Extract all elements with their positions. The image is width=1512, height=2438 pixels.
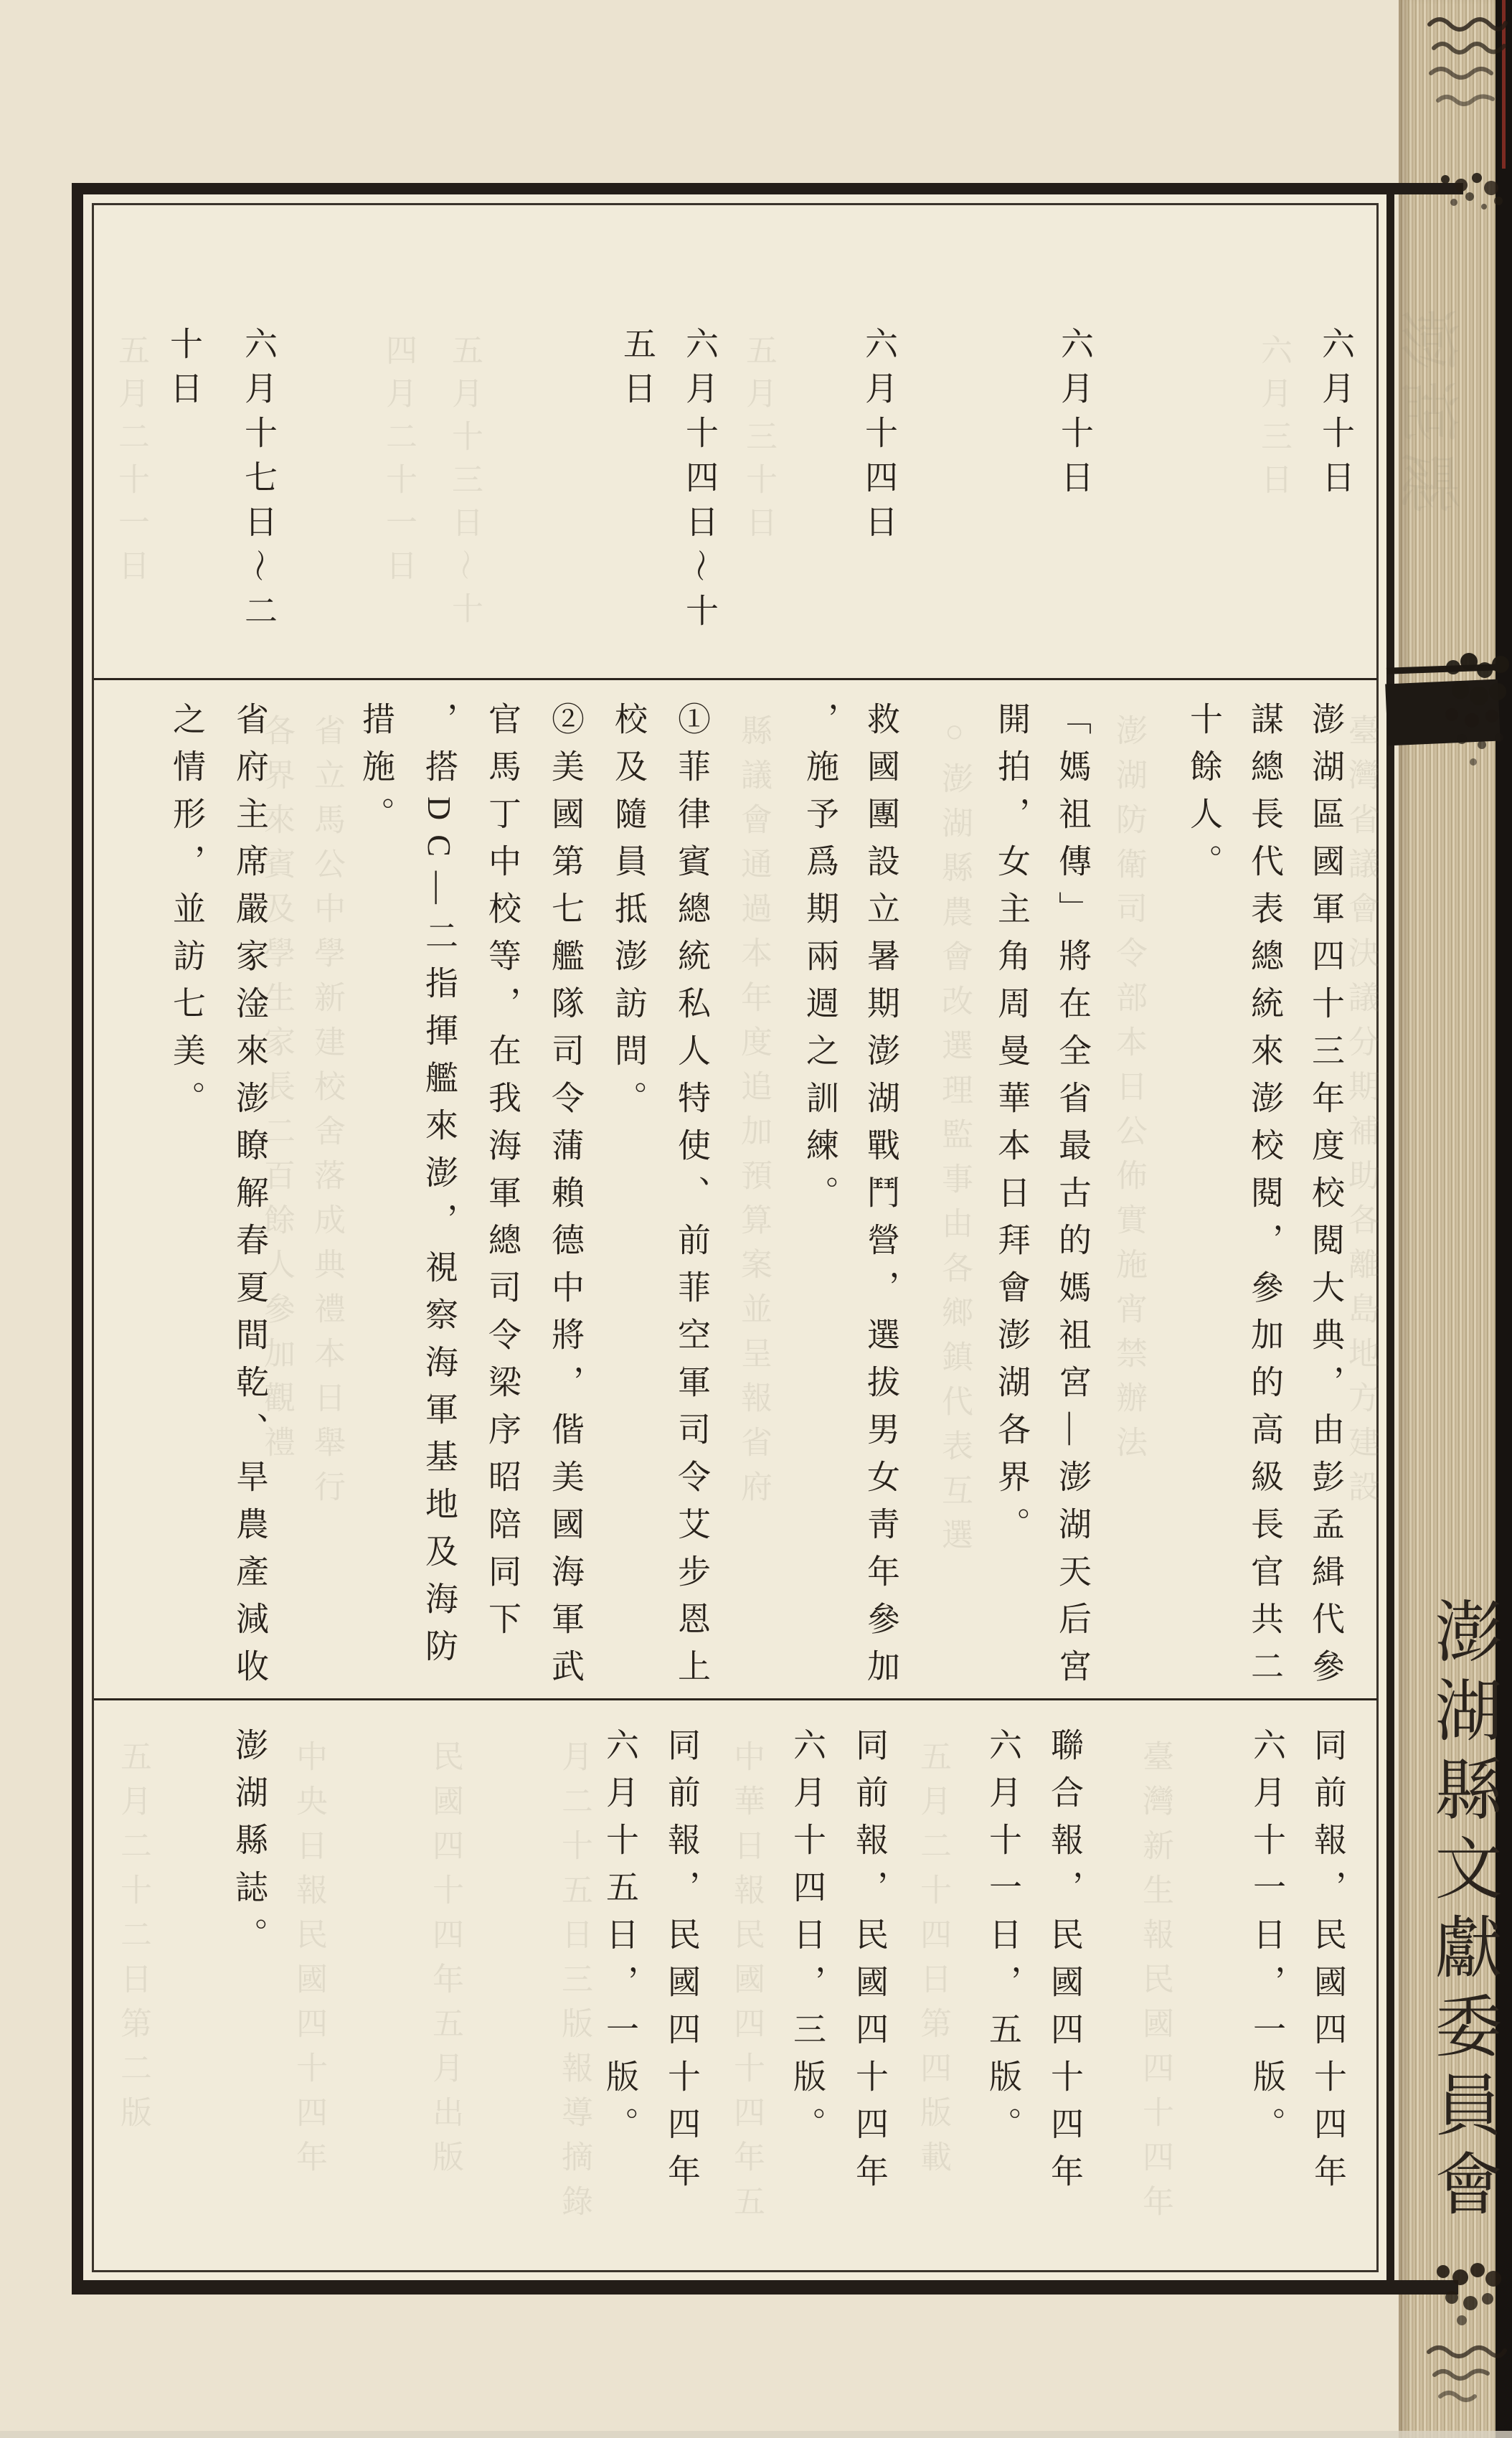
date-column-entry-5: 十日 [166, 326, 202, 415]
sideways-glyph: DC [421, 796, 458, 871]
show-through-ghost-column: 五月二十四日第四版載 [915, 1740, 950, 2185]
show-through-ghost-column: 臺灣省議會決議分期補助各離島地方建設 [1343, 714, 1379, 1515]
show-through-ghost-column: 澎湖防衛司令部本日公佈實施宵禁辦法 [1111, 714, 1146, 1470]
show-through-ghost-column: 中華日報民國四十四年五 [729, 1740, 764, 2229]
sideways-glyph: ～ [681, 549, 718, 593]
event-column-entry-4: 措施。 [358, 702, 394, 844]
sideways-glyph: — [1054, 1412, 1091, 1459]
date-column-entry-5: 六月十七日～二 [240, 326, 277, 638]
source-column-entry-5: 澎湖縣誌。 [231, 1728, 268, 1964]
fore-edge-tab-ink-smear [1440, 630, 1512, 802]
event-column-entry-1: 十餘人。 [1186, 702, 1222, 891]
source-column-entry-3: 六月十四日，三版。 [789, 1728, 826, 2154]
source-column-entry-1: 同前報，民國四十四年 [1310, 1728, 1346, 2201]
date-column-entry-1: 六月十日 [1318, 326, 1354, 504]
binding-ink-squiggles-top [1424, 9, 1510, 224]
date-column-entry-3: 六月十四日 [861, 326, 897, 549]
date-column-entry-4: 五日 [619, 326, 656, 415]
scan-bed-bottom-strip [0, 2431, 1512, 2438]
show-through-ghost-column: 月二十五日三版報導摘錄 [557, 1740, 592, 2229]
event-column-entry-4: ，搭DC—二指揮艦來澎，視察海軍基地及海防 [421, 702, 458, 1676]
show-through-ghost-column: 中央日報民國四十四年 [291, 1740, 326, 2185]
show-through-ghost-column: 五月二十二日第二版 [115, 1740, 151, 2140]
event-column-entry-1: 謀總長代表總統來澎校閱，參加的高級長官共二 [1247, 702, 1283, 1696]
show-through-ghost-column: 各界來賓及學生家長二百餘人參加觀禮 [259, 714, 294, 1470]
event-column-entry-5: 省府主席嚴家淦來澎瞭解春夏間乾、旱農產減收 [232, 702, 268, 1696]
event-column-entry-4: ②美國第七艦隊司令蒲賴德中將，偕美國海軍武 [547, 702, 584, 1696]
show-through-ghost-column: 五月十三日～十 [447, 334, 482, 635]
show-through-ghost-column: 臺灣新生報民國四十四年 [1138, 1740, 1173, 2229]
show-through-ghost-column: 民國四十四年五月出版 [427, 1740, 463, 2185]
sideways-glyph: ～ [240, 549, 277, 593]
show-through-ghost-column: 四月二十一日 [381, 334, 416, 592]
source-column-entry-1: 六月十一日，一版。 [1249, 1728, 1285, 2154]
date-column-entry-4: 六月十四日～十 [681, 326, 718, 638]
event-column-entry-4: 官馬丁中校等，在我海軍總司令梁序昭陪同下 [484, 702, 521, 1649]
binding-ink-squiggles-bottom [1414, 2237, 1512, 2416]
source-column-entry-4: 六月十五日，一版。 [602, 1728, 638, 2154]
event-column-entry-1: 澎湖區國軍四十三年度校閱大典，由彭孟緝代參 [1308, 702, 1344, 1696]
date-column-entry-2: 六月十日 [1057, 326, 1093, 504]
event-column-entry-3: ，施予爲期兩週之訓練。 [802, 702, 838, 1223]
row-divider-dates-events [94, 678, 1377, 680]
event-column-entry-2: 開拍，女主角周曼華本日拜會澎湖各界。 [993, 702, 1030, 1554]
margin-book-title: 澎湖縣文獻委員會 [1424, 1596, 1499, 2228]
show-through-ghost-column: 六月三日 [1256, 334, 1291, 506]
event-column-entry-4: ①菲律賓總統私人特使、前菲空軍司令艾步恩上 [674, 702, 710, 1696]
source-column-entry-2: 聯合報，民國四十四年 [1046, 1728, 1083, 2201]
source-column-entry-2: 六月十一日，五版。 [985, 1728, 1021, 2154]
show-through-ghost-column: 五月二十一日 [113, 334, 148, 592]
sideways-glyph: — [421, 870, 458, 918]
show-through-ghost-edge-title: 澎湖縣 [1402, 309, 1470, 524]
event-column-entry-5: 之情形，並訪七美。 [169, 702, 205, 1128]
event-column-entry-3: 救國團設立暑期澎湖戰鬥營，選拔男女靑年參加 [863, 702, 899, 1696]
sideways-glyph: ～ [447, 549, 482, 592]
source-column-entry-3: 同前報，民國四十四年 [851, 1728, 888, 2201]
show-through-ghost-column: 縣議會通過本年度追加預算案並呈報省府 [736, 714, 771, 1515]
show-through-ghost-column: 五月三十日 [741, 334, 776, 549]
row-divider-events-sources [94, 1698, 1377, 1700]
source-column-entry-4: 同前報，民國四十四年 [663, 1728, 700, 2201]
event-column-entry-4: 校及隨員抵澎訪問。 [610, 702, 647, 1128]
show-through-ghost-column: ○澎湖縣農會改選理監事由各鄉鎮代表互選 [937, 714, 972, 1563]
event-column-entry-2: 「媽祖傳」將在全省最古的媽祖宮—澎湖天后宮 [1054, 702, 1091, 1696]
show-through-ghost-column: 省立馬公中學新建校舍落成典禮本日舉行 [309, 714, 344, 1515]
